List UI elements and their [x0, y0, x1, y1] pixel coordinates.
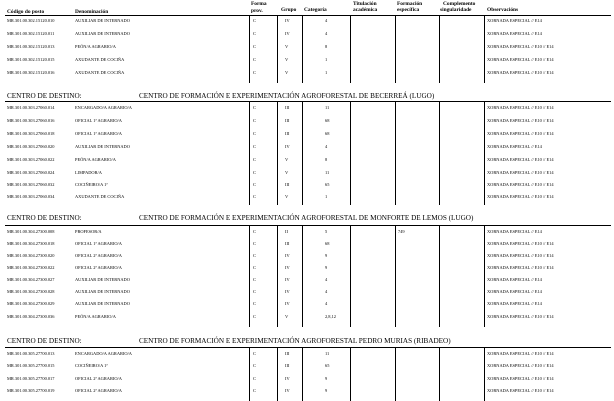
denomination-cell: OFICIAL 2ª AGRARIO/A [75, 253, 122, 258]
grupo-cell: V [285, 157, 289, 162]
grupo-cell: IV [285, 144, 290, 149]
forma-cell: C [253, 157, 256, 162]
section-label: CENTRO DE DESTINO: [7, 92, 82, 100]
denomination-cell: OFICIAL 1ª AGRARIO/A [75, 131, 122, 136]
categoria-cell: 9 [325, 388, 328, 393]
table-row [0, 298, 614, 310]
observacions-cell: XORNADA ESPECIAL // E10 // E14 [487, 241, 554, 246]
grupo-cell: IV [285, 265, 290, 270]
section-label: CENTRO DE DESTINO: [7, 214, 82, 222]
denomination-cell: PEÓN/A AGRARIO/A [75, 44, 116, 49]
categoria-cell: 4 [325, 277, 328, 282]
forma-cell: C [253, 289, 256, 294]
section-label: CENTRO DE DESTINO: [7, 337, 82, 345]
table-row [0, 250, 614, 262]
forma-cell: C [253, 118, 256, 123]
observacions-cell: XORNADA ESPECIAL // E10 // E14 [487, 351, 554, 356]
table-row [0, 141, 614, 153]
forma-cell: C [253, 314, 256, 319]
categoria-cell: 65 [325, 363, 330, 368]
categoria-cell: 1 [325, 57, 328, 62]
denomination-cell: OFICIAL 2ª AGRARIO/A [75, 265, 122, 270]
table-row [0, 41, 614, 53]
code-cell: MR.301.00.303.27060.034 [7, 194, 55, 199]
table-row [0, 115, 614, 127]
observacions-cell: XORNADA ESPECIAL // E10 // E14 [487, 157, 554, 162]
categoria-cell: 4 [325, 31, 328, 36]
grupo-cell: III [285, 105, 290, 110]
code-cell: MR.301.00.304.27300.036 [7, 314, 55, 319]
grupo-cell: V [285, 57, 289, 62]
grupo-cell: IV [285, 301, 290, 306]
grupo-cell: IV [285, 376, 290, 381]
code-cell: MR.301.00.304.27300.027 [7, 277, 55, 282]
forma-cell: C [253, 277, 256, 282]
categoria-cell: 4 [325, 18, 328, 23]
code-cell: MR.301.00.303.27060.024 [7, 170, 55, 175]
observacions-cell: XORNADA ESPECIAL // E10 // E14 [487, 194, 554, 199]
observacions-cell: XORNADA ESPECIAL // E14 [487, 289, 542, 294]
forma-cell: C [253, 253, 256, 258]
code-cell: MR.301.00.304.27300.020 [7, 253, 55, 258]
forma-cell: C [253, 229, 256, 234]
table-row [0, 15, 614, 27]
grupo-cell: IV [285, 31, 290, 36]
categoria-cell: 1 [325, 70, 328, 75]
denomination-cell: AUXILIAR DE INTERNADO [75, 277, 130, 282]
denomination-cell: ENCARGADO/A AGRARIO/A [75, 351, 132, 356]
section-title: CENTRO DE FORMACIÓN E EXPERIMENTACIÓN AGROFORESTAL PEDRO MURIAS (RIBADEO) [139, 337, 451, 345]
forma-cell: C [253, 18, 256, 23]
header-formacion-1: Formación [397, 1, 423, 7]
observacions-cell: XORNADA ESPECIAL // E10 // E14 [487, 57, 554, 62]
code-cell: MR.301.00.302.15120.010 [7, 18, 55, 23]
observacions-cell: XORNADA ESPECIAL // E14 [487, 229, 542, 234]
categoria-cell: 68 [325, 241, 330, 246]
table-row [0, 286, 614, 298]
table-row [0, 167, 614, 179]
denomination-cell: AUXILIAR DE INTERNADO [75, 289, 130, 294]
categoria-cell: 4 [325, 301, 328, 306]
forma-cell: C [253, 131, 256, 136]
categoria-cell: 8 [325, 157, 328, 162]
grupo-cell: III [285, 351, 290, 356]
code-cell: MR.301.00.305.27700.015 [7, 363, 55, 368]
table-row [0, 274, 614, 286]
grupo-cell: V [285, 44, 289, 49]
observacions-cell: XORNADA ESPECIAL // E14 [487, 31, 542, 36]
categoria-cell: 2,8,12 [325, 314, 336, 319]
observacions-cell: XORNADA ESPECIAL // E10 // E14 [487, 253, 554, 258]
table-row [0, 54, 614, 66]
categoria-cell: 68 [325, 131, 330, 136]
grupo-cell: IV [285, 18, 290, 23]
denomination-cell: AUXILIAR DE INTERNADO [75, 144, 130, 149]
denomination-cell: LIMPADOR/A [75, 170, 102, 175]
grupo-cell: IV [285, 277, 290, 282]
observacions-cell: XORNADA ESPECIAL // E10 // E14 [487, 105, 554, 110]
table-row [0, 360, 614, 372]
header-categoria: Categoría [304, 7, 327, 13]
code-cell: MR.301.00.302.15120.013 [7, 44, 55, 49]
denomination-cell: AUXILIAR DE INTERNADO [75, 18, 130, 23]
table-row [0, 373, 614, 385]
observacions-cell: XORNADA ESPECIAL // E14 [487, 18, 542, 23]
grupo-cell: V [285, 194, 289, 199]
forma-cell: C [253, 301, 256, 306]
categoria-cell: 5 [325, 229, 328, 234]
table-row [0, 67, 614, 79]
code-cell: MR.301.00.304.27300.008 [7, 229, 55, 234]
observacions-cell: XORNADA ESPECIAL // E14 [487, 301, 542, 306]
denomination-cell: AXUDANTE DE COCIÑA [75, 57, 125, 62]
forma-cell: C [253, 105, 256, 110]
header-formacion-2: específica [397, 7, 420, 13]
code-cell: MR.301.00.305.27700.019 [7, 388, 55, 393]
grupo-cell: V [285, 170, 289, 175]
code-cell: MR.301.00.303.27060.016 [7, 118, 55, 123]
code-cell: MR.301.00.305.27700.017 [7, 376, 55, 381]
forma-cell: C [253, 57, 256, 62]
categoria-cell: 4 [325, 289, 328, 294]
grupo-cell: IV [285, 388, 290, 393]
observacions-cell: XORNADA ESPECIAL // E10 // E14 [487, 118, 554, 123]
code-cell: MR.301.00.305.27700.013 [7, 351, 55, 356]
denomination-cell: AUXILIAR DE INTERNADO [75, 301, 130, 306]
categoria-cell: 1 [325, 194, 328, 199]
forma-cell: C [253, 194, 256, 199]
observacions-cell: XORNADA ESPECIAL // E10 // E14 [487, 182, 554, 187]
categoria-cell: 9 [325, 376, 328, 381]
observacions-cell: XORNADA ESPECIAL // E10 // E14 [487, 314, 554, 319]
code-cell: MR.301.00.302.15120.016 [7, 70, 55, 75]
denomination-cell: AXUDANTE DE COCIÑA [75, 194, 125, 199]
forma-cell: C [253, 70, 256, 75]
categoria-cell: 4 [325, 144, 328, 149]
table-row [0, 191, 614, 203]
forma-cell: C [253, 144, 256, 149]
observacions-cell: XORNADA ESPECIAL // E10 // E14 [487, 70, 554, 75]
code-cell: MR.301.00.304.27300.028 [7, 289, 55, 294]
section-header-monforte [5, 212, 611, 224]
denomination-cell: AUXILIAR DE INTERNADO [75, 31, 130, 36]
grupo-cell: III [285, 241, 290, 246]
code-cell: MR.301.00.304.27300.022 [7, 265, 55, 270]
grupo-cell: II [285, 229, 288, 234]
code-cell: MR.301.00.302.15120.011 [7, 31, 55, 36]
table-row [0, 154, 614, 166]
table-row [0, 348, 614, 360]
forma-cell: C [253, 31, 256, 36]
forma-cell: C [253, 182, 256, 187]
forma-cell: C [253, 363, 256, 368]
header-titulacion-2: académica [353, 7, 378, 13]
header-denominacion: Denominación [75, 9, 109, 15]
code-cell: MR.301.00.303.27060.018 [7, 131, 55, 136]
denomination-cell: OFICIAL 2ª AGRARIO/A [75, 376, 122, 381]
section-header-pedro-murias [5, 335, 611, 347]
denomination-cell: AXUDANTE DE COCIÑA [75, 70, 125, 75]
observacions-cell: XORNADA ESPECIAL // E10 // E14 [487, 170, 554, 175]
observacions-cell: XORNADA ESPECIAL // E14 [487, 144, 542, 149]
grupo-cell: III [285, 131, 290, 136]
observacions-cell: XORNADA ESPECIAL // E10 // E14 [487, 131, 554, 136]
table-row [0, 226, 614, 238]
header-forma-1: Forma [251, 1, 267, 7]
forma-cell: C [253, 351, 256, 356]
header-grupo: Grupo [281, 7, 297, 13]
forma-cell: C [253, 388, 256, 393]
grupo-cell: IV [285, 289, 290, 294]
denomination-cell: ENCARGADO/A AGRARIO/A [75, 105, 132, 110]
forma-cell: C [253, 44, 256, 49]
code-cell: MR.301.00.304.27300.029 [7, 301, 55, 306]
grupo-cell: III [285, 118, 290, 123]
grupo-cell: V [285, 314, 289, 319]
header-codigo: Código do posto [7, 9, 45, 15]
categoria-cell: 11 [325, 170, 330, 175]
code-cell: MR.301.00.303.27060.022 [7, 157, 55, 162]
denomination-cell: PEÓN/A AGRARIO/A [75, 314, 116, 319]
table-row [0, 262, 614, 274]
denomination-cell: PROFESOR/A [75, 229, 102, 234]
table-row [0, 128, 614, 140]
code-cell: MR.301.00.302.15120.015 [7, 57, 55, 62]
observacions-cell: XORNADA ESPECIAL // E14 [487, 277, 542, 282]
section-title: CENTRO DE FORMACIÓN E EXPERIMENTACIÓN AGROFORESTAL DE MONFORTE DE LEMOS (LUGO) [139, 214, 474, 222]
grupo-cell: III [285, 182, 290, 187]
grupo-cell: III [285, 363, 290, 368]
section-title: CENTRO DE FORMACIÓN E EXPERIMENTACIÓN AGROFORESTAL DE BECERREÁ (LUGO) [139, 92, 435, 100]
table-row [0, 238, 614, 250]
observacions-cell: XORNADA ESPECIAL // E10 // E14 [487, 388, 554, 393]
forma-cell: C [253, 170, 256, 175]
denomination-cell: OFICIAL 2ª AGRARIO/A [75, 388, 122, 393]
categoria-cell: 65 [325, 182, 330, 187]
categoria-cell: 11 [325, 351, 330, 356]
header-complemento-1: Complemento [443, 1, 476, 7]
code-cell: MR.301.00.303.27060.014 [7, 105, 55, 110]
observacions-cell: XORNADA ESPECIAL // E10 // E14 [487, 376, 554, 381]
table-row [0, 179, 614, 191]
header-observacions: Observacións [487, 7, 519, 13]
header-forma-2: prov. [251, 8, 263, 14]
table-row [0, 28, 614, 40]
grupo-cell: V [285, 70, 289, 75]
denomination-cell: OFICIAL 1ª AGRARIO/A [75, 241, 122, 246]
table-row [0, 385, 614, 397]
observacions-cell: XORNADA ESPECIAL // E10 // E14 [487, 363, 554, 368]
observacions-cell: XORNADA ESPECIAL // E10 // E14 [487, 265, 554, 270]
formacion-cell: 749 [398, 229, 405, 234]
denomination-cell: COCIÑEIRO/A 1ª [75, 363, 108, 368]
categoria-cell: 9 [325, 265, 328, 270]
categoria-cell: 68 [325, 118, 330, 123]
categoria-cell: 11 [325, 105, 330, 110]
observacions-cell: XORNADA ESPECIAL // E10 // E14 [487, 44, 554, 49]
categoria-cell: 8 [325, 44, 328, 49]
forma-cell: C [253, 265, 256, 270]
categoria-cell: 9 [325, 253, 328, 258]
forma-cell: C [253, 241, 256, 246]
grupo-cell: IV [285, 253, 290, 258]
header-titulacion-1: Titulación [353, 1, 377, 7]
code-cell: MR.301.00.303.27060.020 [7, 144, 55, 149]
table-row [0, 311, 614, 323]
header-complemento-2: singularidade [440, 7, 472, 13]
code-cell: MR.301.00.304.27300.018 [7, 241, 55, 246]
table-row [0, 102, 614, 114]
code-cell: MR.301.00.303.27060.032 [7, 182, 55, 187]
denomination-cell: COCIÑEIRO/A 1ª [75, 182, 108, 187]
denomination-cell: OFICIAL 1ª AGRARIO/A [75, 118, 122, 123]
denomination-cell: PEÓN/A AGRARIO/A [75, 157, 116, 162]
forma-cell: C [253, 376, 256, 381]
